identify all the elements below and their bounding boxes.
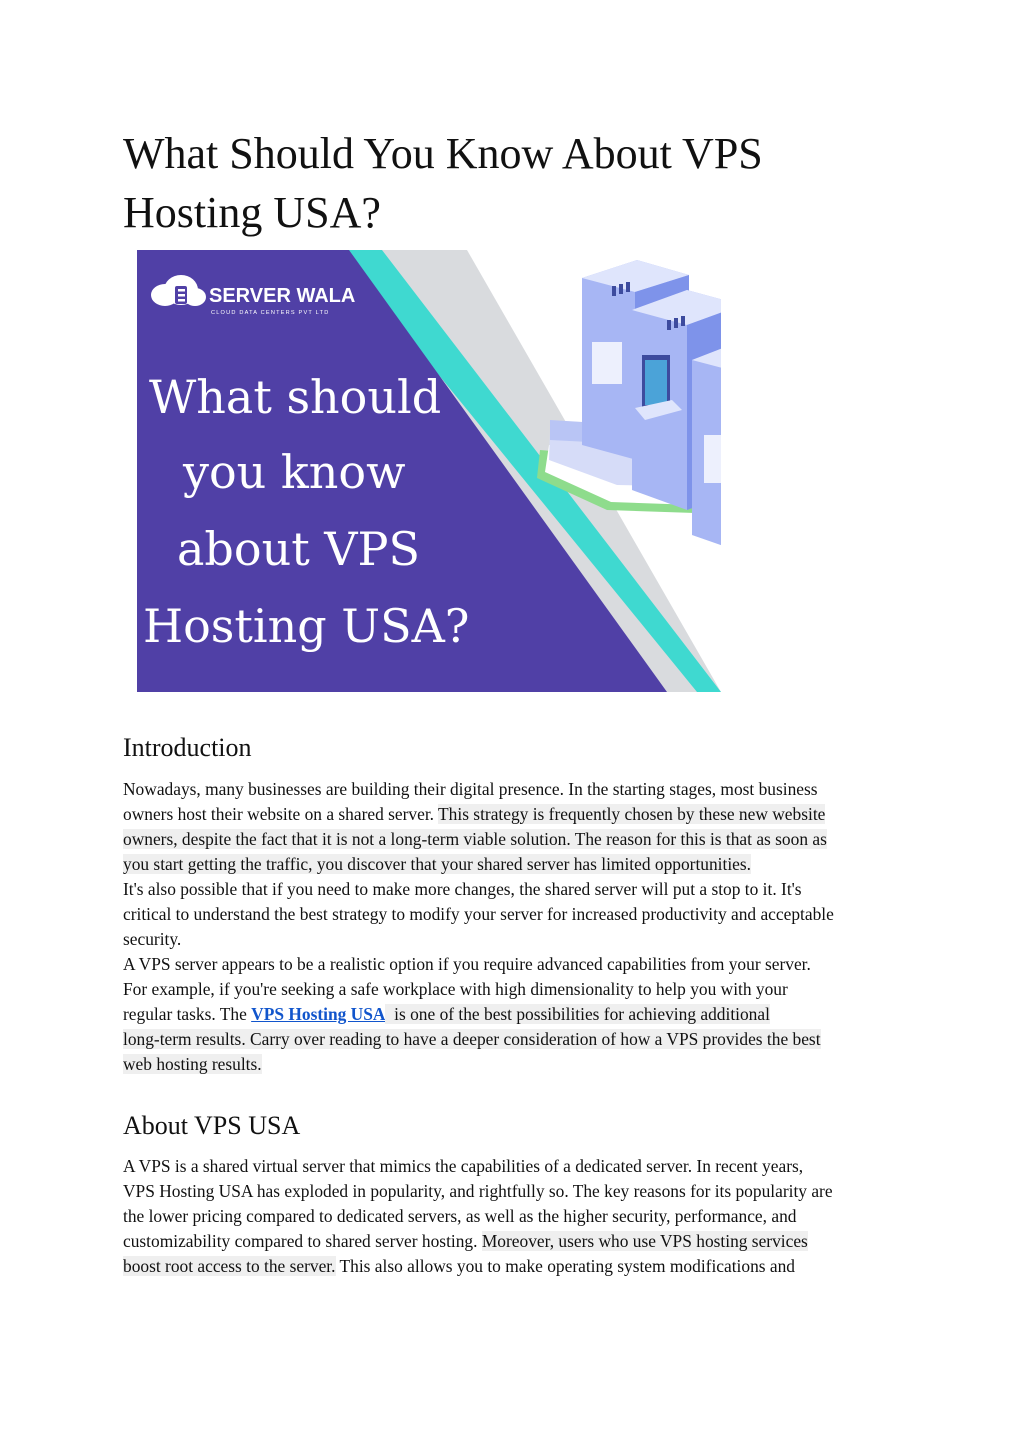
about-heading: About VPS USA (123, 1111, 301, 1140)
intro-paragraph-3 (123, 952, 913, 1077)
about-line5 (123, 1254, 913, 1279)
intro-p2-line3: security. (123, 929, 182, 949)
intro-paragraph-1 (123, 777, 913, 877)
intro-p2-line2: critical to understand the best strategy to modify your server for increased productivity and acceptable (123, 904, 834, 924)
intro-p1-line3 (123, 827, 913, 852)
brand-name: SERVER WALA (209, 285, 356, 307)
intro-p3-highlight-1: is one of the best possibilities for achieving additional (385, 1004, 770, 1024)
banner-headline-3: about VPS (177, 522, 420, 576)
intro-p3-highlight-3: web hosting results. (123, 1054, 262, 1074)
intro-p2-line1: It's also possible that if you need to make more changes, the shared server will put a stop to it. It's (123, 879, 802, 899)
intro-p3-line5 (123, 1052, 913, 1077)
intro-p3-line3 (123, 1002, 913, 1027)
intro-paragraph-2 (123, 877, 913, 952)
about-line1: A VPS is a shared virtual server that mimics the capabilities of a dedicated server. In recent years, (123, 1156, 804, 1176)
banner-headline-2: you know (183, 445, 406, 499)
title-line-2: Hosting USA? (123, 188, 381, 237)
intro-p1-line2 (123, 802, 913, 827)
vps-hosting-usa-link[interactable]: VPS Hosting USA (251, 1004, 386, 1024)
intro-p1-line1: Nowadays, many businesses are building their digital presence. In the starting stages, most business (123, 779, 818, 799)
page-title (123, 124, 903, 242)
intro-p3-highlight-2: long-term results. Carry over reading to have a deeper consideration of how a VPS provides the best (123, 1029, 821, 1049)
about-line3: the lower pricing compared to dedicated servers, as well as the higher security, performance, and (123, 1206, 797, 1226)
intro-p1-line2a: owners host their website on a shared server. (123, 804, 439, 824)
banner-headline-4: Hosting USA? (143, 599, 470, 653)
intro-p3-line1: A VPS server appears to be a realistic option if you require advanced capabilities from your server. (123, 954, 811, 974)
intro-p1-highlight-2: owners, despite the fact that it is not a long-term viable solution. The reason for this is that as soon as (123, 829, 827, 849)
brand-tagline: CLOUD DATA CENTERS PVT LTD (211, 310, 330, 316)
intro-p1-highlight-1: This strategy is frequently chosen by these new website (438, 804, 826, 824)
about-line5b: This also allows you to make operating system modifications and (335, 1256, 795, 1276)
about-line2: VPS Hosting USA has exploded in popularity, and rightfully so. The key reasons for its popularity are (123, 1181, 833, 1201)
about-highlight-1: Moreover, users who use VPS hosting services (481, 1231, 808, 1251)
intro-p3-line3a: regular tasks. The (123, 1004, 252, 1024)
intro-p3-line4 (123, 1027, 913, 1052)
intro-heading: Introduction (123, 733, 252, 762)
intro-p3-line2: For example, if you're seeking a safe workplace with high dimensionality to help you with your (123, 979, 788, 999)
about-highlight-2: boost root access to the server. (123, 1256, 336, 1276)
intro-p1-line4 (123, 852, 913, 877)
intro-p1-highlight-3: you start getting the traffic, you discover that your shared server has limited opportunities. (123, 854, 751, 874)
about-line4 (123, 1229, 913, 1254)
hero-banner-image (137, 250, 721, 692)
title-line-1: What Should You Know About VPS (123, 129, 763, 178)
about-paragraph (123, 1154, 913, 1279)
banner-headline-1: What should (149, 370, 442, 424)
about-line4a: customizability compared to shared server hosting. (123, 1231, 482, 1251)
